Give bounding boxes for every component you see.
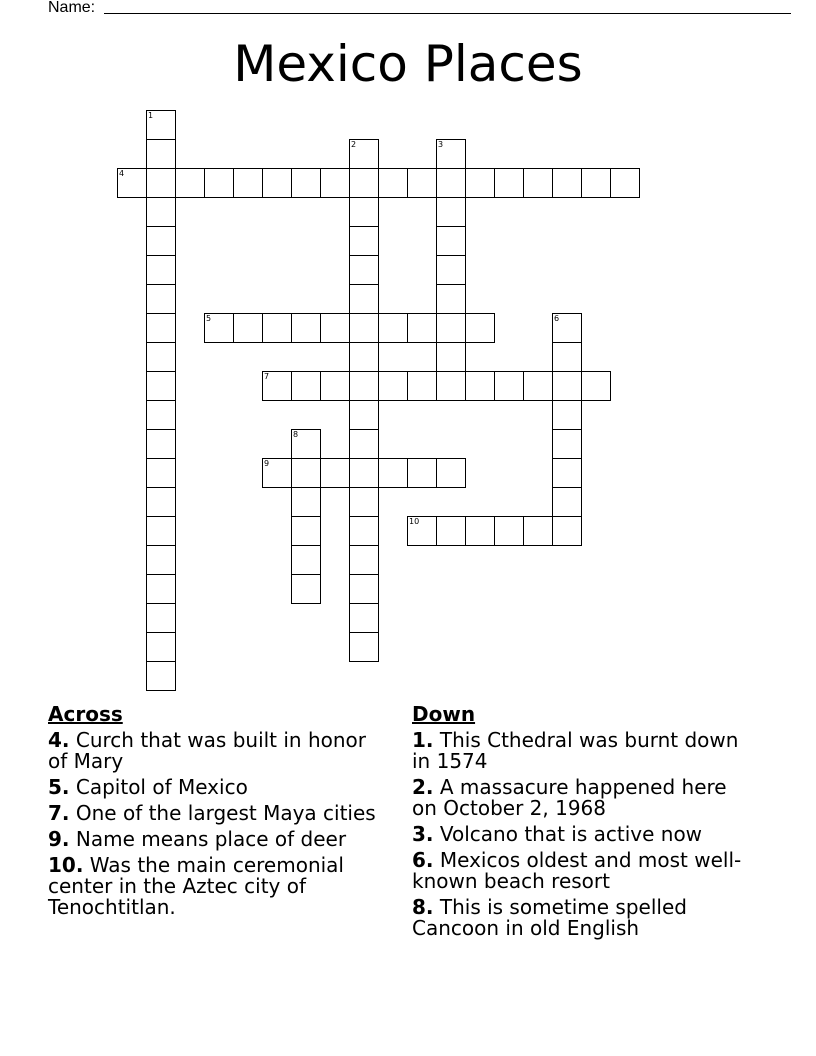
clue-number: 5 <box>206 314 212 323</box>
grid-cell[interactable] <box>552 168 582 198</box>
grid-cell[interactable] <box>146 371 176 401</box>
clue-number: 2 <box>351 140 357 149</box>
grid-cell[interactable] <box>349 255 379 285</box>
grid-cell[interactable] <box>436 371 466 401</box>
grid-cell[interactable] <box>146 110 176 140</box>
grid-cell[interactable] <box>378 168 408 198</box>
grid-cell[interactable] <box>291 429 321 459</box>
grid-cell[interactable] <box>146 661 176 691</box>
grid-cell[interactable] <box>552 516 582 546</box>
grid-cell[interactable] <box>552 400 582 430</box>
grid-cell[interactable] <box>523 168 553 198</box>
grid-cell[interactable] <box>552 429 582 459</box>
grid-cell[interactable] <box>581 168 611 198</box>
grid-cell[interactable] <box>349 284 379 314</box>
page-title: Mexico Places <box>233 35 583 93</box>
grid-cell[interactable] <box>117 168 147 198</box>
grid-cell[interactable] <box>349 487 379 517</box>
clue-across-4: 4. Curch that was built in honor of Mary <box>48 728 367 773</box>
grid-cell[interactable] <box>320 371 350 401</box>
grid-cell[interactable] <box>407 516 437 546</box>
grid-cell[interactable] <box>291 516 321 546</box>
grid-cell[interactable] <box>378 458 408 488</box>
across-heading: Across <box>48 702 123 726</box>
grid-cell[interactable] <box>436 284 466 314</box>
grid-cell[interactable] <box>436 226 466 256</box>
grid-cell[interactable] <box>291 487 321 517</box>
grid-cell[interactable] <box>494 516 524 546</box>
grid-cell[interactable] <box>146 226 176 256</box>
grid-cell[interactable] <box>349 545 379 575</box>
grid-cell[interactable] <box>349 226 379 256</box>
grid-cell[interactable] <box>146 255 176 285</box>
grid-cell[interactable] <box>407 313 437 343</box>
grid-cell[interactable] <box>146 458 176 488</box>
grid-cell[interactable] <box>291 458 321 488</box>
grid-cell[interactable] <box>523 516 553 546</box>
grid-cell[interactable] <box>465 168 495 198</box>
clue-across-7: 7. One of the largest Maya cities <box>48 801 376 825</box>
clue-down-3: 3. Volcano that is active now <box>412 822 703 846</box>
grid-cell[interactable] <box>552 487 582 517</box>
clue-number: 9 <box>264 459 270 468</box>
clue-number: 3 <box>438 140 444 149</box>
grid-cell[interactable] <box>146 168 176 198</box>
grid-cell[interactable] <box>146 400 176 430</box>
grid-cell[interactable] <box>494 371 524 401</box>
grid-cell[interactable] <box>349 139 379 169</box>
grid-cell[interactable] <box>349 197 379 227</box>
grid-cell[interactable] <box>552 458 582 488</box>
clue-across-9: 9. Name means place of deer <box>48 827 347 851</box>
grid-cell[interactable] <box>291 545 321 575</box>
grid-cell[interactable] <box>175 168 205 198</box>
grid-cell[interactable] <box>262 458 292 488</box>
clue-down-2: 2. A massacure happened here on October 2, 1968 <box>412 775 727 820</box>
grid-cell[interactable] <box>320 168 350 198</box>
grid-cell[interactable] <box>436 139 466 169</box>
grid-cell[interactable] <box>465 516 495 546</box>
name-label: Name: <box>48 0 96 16</box>
grid-cell[interactable] <box>146 429 176 459</box>
grid-cell[interactable] <box>465 313 495 343</box>
clue-across-10: 10. Was the main ceremonial center in the Aztec city of Tenochtitlan. <box>48 853 344 919</box>
grid-cell[interactable] <box>349 313 379 343</box>
grid-cell[interactable] <box>233 168 263 198</box>
grid-cell[interactable] <box>146 284 176 314</box>
grid-cell[interactable] <box>291 371 321 401</box>
grid-cell[interactable] <box>262 371 292 401</box>
clue-down-6: 6. Mexicos oldest and most well-known beach resort <box>412 848 742 893</box>
grid-cell[interactable] <box>204 313 234 343</box>
grid-cell[interactable] <box>146 313 176 343</box>
grid-cell[interactable] <box>581 371 611 401</box>
grid-cell[interactable] <box>407 168 437 198</box>
clue-number: 1 <box>148 111 154 120</box>
grid-cell[interactable] <box>436 197 466 227</box>
grid-cell[interactable] <box>436 255 466 285</box>
grid-cell[interactable] <box>320 458 350 488</box>
grid-cell[interactable] <box>146 603 176 633</box>
grid-cell[interactable] <box>407 458 437 488</box>
grid-cell[interactable] <box>291 574 321 604</box>
grid-cell[interactable] <box>320 313 350 343</box>
grid-cell[interactable] <box>146 545 176 575</box>
clue-number: 6 <box>554 314 560 323</box>
clue-number: 10 <box>409 517 420 526</box>
grid-cell[interactable] <box>349 574 379 604</box>
clue-down-8: 8. This is sometime spelled Cancoon in old English <box>412 895 687 940</box>
grid-cell[interactable] <box>349 429 379 459</box>
grid-cell[interactable] <box>262 168 292 198</box>
clue-number: 4 <box>119 169 125 178</box>
grid-cell[interactable] <box>291 313 321 343</box>
grid-cell[interactable] <box>349 371 379 401</box>
grid-cell[interactable] <box>523 371 553 401</box>
clue-number: 7 <box>264 372 270 381</box>
grid-cell[interactable] <box>349 603 379 633</box>
grid-cell[interactable] <box>204 168 234 198</box>
grid-cell[interactable] <box>146 574 176 604</box>
grid-cell[interactable] <box>436 313 466 343</box>
grid-cell[interactable] <box>146 516 176 546</box>
grid-cell[interactable] <box>146 487 176 517</box>
grid-cell[interactable] <box>436 458 466 488</box>
grid-cell[interactable] <box>349 168 379 198</box>
grid-cell[interactable] <box>291 168 321 198</box>
grid-cell[interactable] <box>262 313 292 343</box>
grid-cell[interactable] <box>552 371 582 401</box>
grid-cell[interactable] <box>436 516 466 546</box>
grid-cell[interactable] <box>494 168 524 198</box>
grid-cell[interactable] <box>552 342 582 372</box>
grid-cell[interactable] <box>349 342 379 372</box>
grid-cell[interactable] <box>436 342 466 372</box>
grid-cell[interactable] <box>349 632 379 662</box>
grid-cell[interactable] <box>610 168 640 198</box>
grid-cell[interactable] <box>349 458 379 488</box>
grid-cell[interactable] <box>378 371 408 401</box>
clue-number: 8 <box>293 430 299 439</box>
grid-cell[interactable] <box>146 197 176 227</box>
grid-cell[interactable] <box>146 342 176 372</box>
grid-cell[interactable] <box>378 313 408 343</box>
grid-cell[interactable] <box>436 168 466 198</box>
grid-cell[interactable] <box>407 371 437 401</box>
clue-across-5: 5. Capitol of Mexico <box>48 775 248 799</box>
grid-cell[interactable] <box>146 139 176 169</box>
down-heading: Down <box>412 702 476 726</box>
grid-cell[interactable] <box>349 516 379 546</box>
grid-cell[interactable] <box>146 632 176 662</box>
grid-cell[interactable] <box>233 313 263 343</box>
clue-down-1: 1. This Cthedral was burnt down in 1574 <box>412 728 739 773</box>
grid-cell[interactable] <box>552 313 582 343</box>
grid-cell[interactable] <box>465 371 495 401</box>
across-clues <box>48 702 383 923</box>
grid-cell[interactable] <box>349 400 379 430</box>
down-clues <box>412 702 752 944</box>
